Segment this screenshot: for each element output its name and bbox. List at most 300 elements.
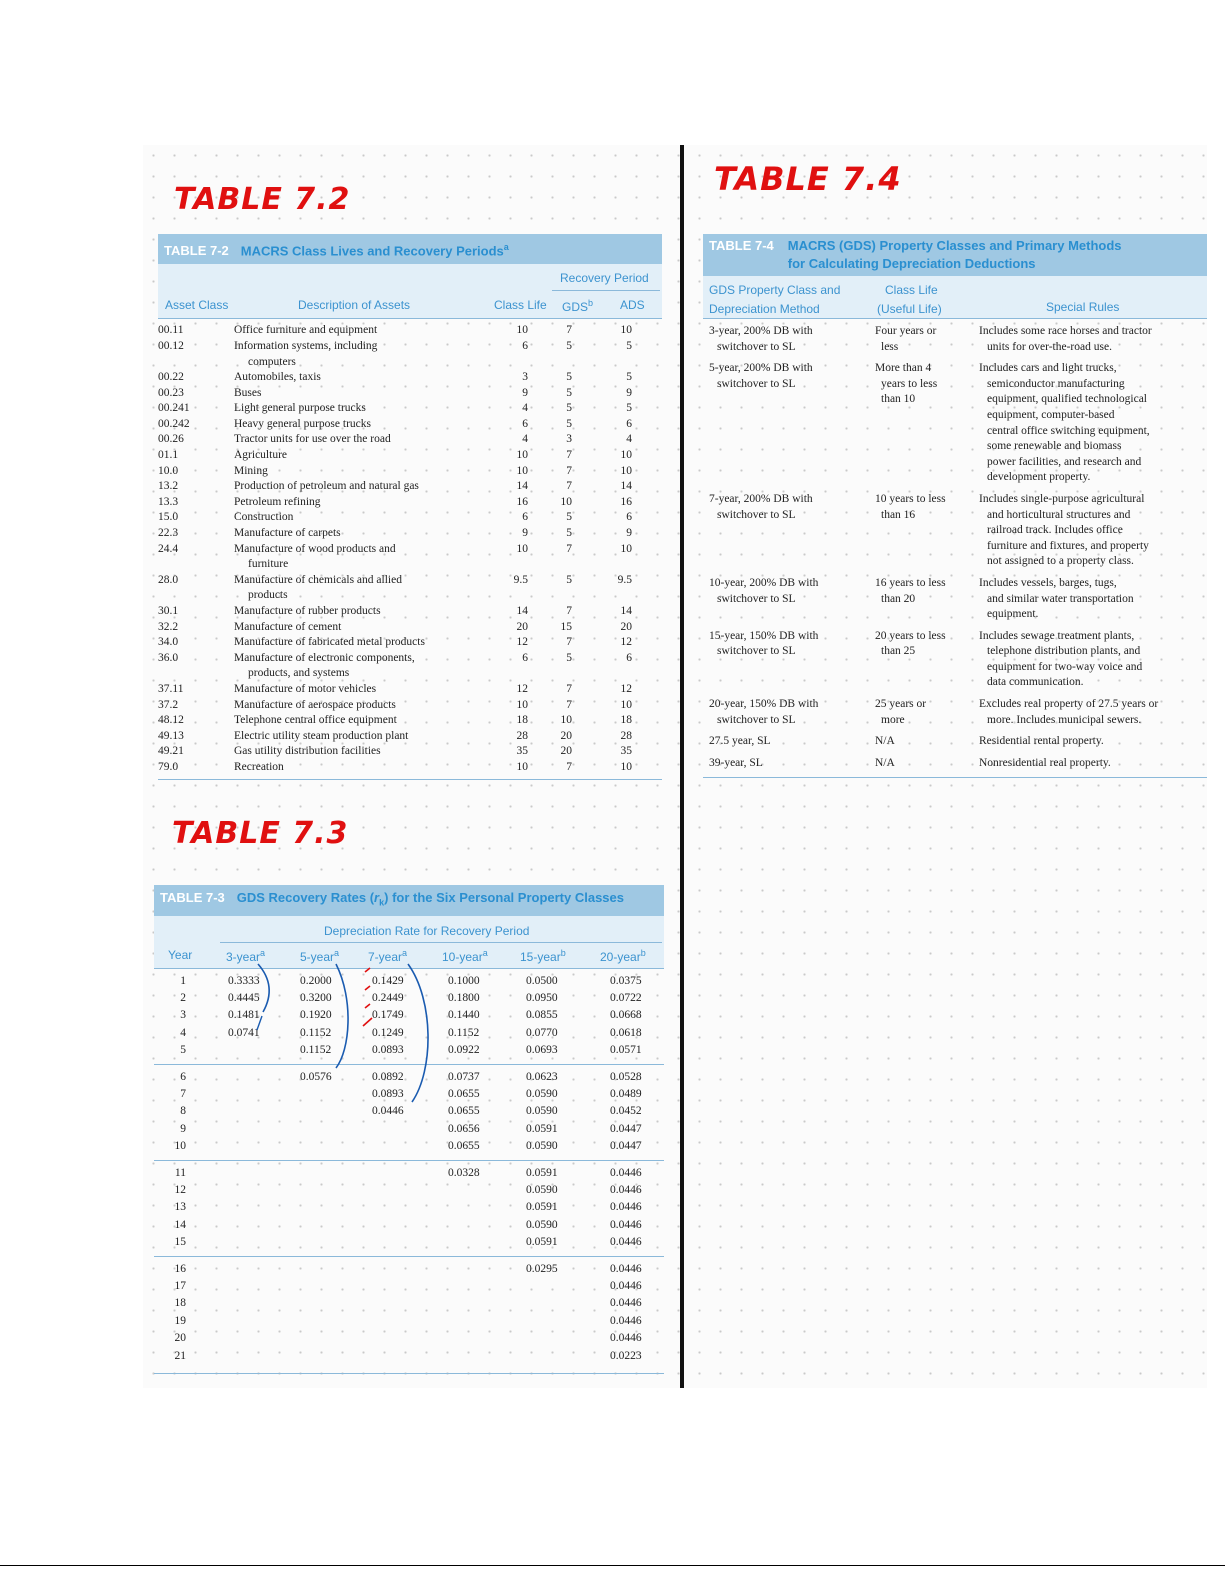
rate-cell: 0.0295 xyxy=(526,1262,558,1275)
rule-line: units for over-the-road use. xyxy=(987,340,1112,353)
rate-cell: 0.0446 xyxy=(610,1183,642,1196)
year-cell: 17 xyxy=(174,1279,186,1292)
description-text: Automobiles, taxis xyxy=(234,371,321,384)
table-7-2-column-header xyxy=(158,264,662,318)
col-sup: a xyxy=(334,947,340,958)
rate-cell: 0.0893 xyxy=(372,1044,404,1057)
rate-cell: 0.0655 xyxy=(448,1140,480,1153)
description-text: Mining xyxy=(234,464,268,477)
rate-cell: 0.0770 xyxy=(526,1026,558,1039)
table-7-4-header-row xyxy=(709,237,1201,273)
method-cell xyxy=(703,492,875,570)
rate-cell: 0.0576 xyxy=(300,1070,332,1083)
rate-cell: 0.0452 xyxy=(610,1105,642,1118)
description-text: Electric utility steam production plant xyxy=(234,729,409,742)
special-rules-cell xyxy=(979,492,1207,570)
rate-cell: 0.0447 xyxy=(610,1140,642,1153)
year-group xyxy=(154,1064,664,1160)
col-class-life xyxy=(877,281,942,319)
rate-cell: 0.0500 xyxy=(526,974,558,987)
rule-line: data communication. xyxy=(987,676,1084,689)
table-row xyxy=(158,604,662,620)
description-cell xyxy=(234,573,484,604)
class-life-cell: 9 xyxy=(522,386,528,399)
table-row xyxy=(703,734,1207,750)
method-line: switchover to SL xyxy=(717,340,796,353)
col-3-year xyxy=(226,948,265,964)
rule-line: more. Includes municipal sewers. xyxy=(987,713,1142,726)
method-cell xyxy=(703,629,875,691)
rate-cell: 0.1440 xyxy=(448,1009,480,1022)
description-cell xyxy=(234,682,484,698)
asset-class-cell: 48.12 xyxy=(158,714,184,727)
description-text: Construction xyxy=(234,511,294,524)
table-7-2-title: MACRS Class Lives and Recovery Periods xyxy=(240,243,504,259)
rate-cell: 0.0741 xyxy=(228,1026,260,1039)
gds-cell: 5 xyxy=(566,417,572,430)
depreciation-rate-label: Depreciation Rate for Recovery Period xyxy=(324,923,530,938)
table-row xyxy=(703,576,1207,623)
rate-cell: 0.1152 xyxy=(300,1044,332,1057)
life-line: Four years or xyxy=(875,325,937,337)
method-cell xyxy=(703,697,875,728)
asset-class-cell: 00.241 xyxy=(158,402,190,415)
ads-cell: 14 xyxy=(620,605,632,618)
col-label: 20-year xyxy=(600,949,641,964)
table-7-4-body xyxy=(703,324,1207,771)
rate-cell: 0.0655 xyxy=(448,1105,480,1118)
asset-class-cell: 00.242 xyxy=(158,417,190,430)
rate-cell: 0.0922 xyxy=(448,1044,480,1057)
gds-cell: 5 xyxy=(566,511,572,524)
gds-cell: 15 xyxy=(560,620,572,633)
rate-cell: 0.0656 xyxy=(448,1122,480,1135)
col-gds xyxy=(562,298,593,314)
rate-cell: 0.0591 xyxy=(526,1201,558,1214)
table-row xyxy=(158,573,662,604)
table-7-4-column-header xyxy=(703,276,1207,318)
col-sup: b xyxy=(560,947,566,958)
class-life-cell: 14 xyxy=(516,480,528,493)
gds-cell: 5 xyxy=(566,573,572,586)
recovery-period-label: Recovery Period xyxy=(560,271,649,286)
table-row xyxy=(158,339,662,370)
description-text: Manufacture of aerospace products xyxy=(234,698,396,711)
table-7-3-title-k: k xyxy=(379,897,385,908)
description-text: Gas utility distribution facilities xyxy=(234,745,381,758)
handwritten-title-7-2: TABLE 7.2 xyxy=(174,182,351,217)
rate-cell: 0.1800 xyxy=(448,991,480,1004)
description-cell xyxy=(234,729,484,745)
method-cell xyxy=(703,324,875,355)
gds-cell: 7 xyxy=(566,636,572,649)
rate-cell: 0.0590 xyxy=(526,1105,558,1118)
asset-class-cell: 49.21 xyxy=(158,745,184,758)
asset-class-cell: 49.13 xyxy=(158,729,184,742)
method-line: 10-year, 200% DB with xyxy=(709,576,819,589)
ads-cell: 12 xyxy=(620,682,632,695)
table-row xyxy=(158,323,662,339)
method-line: switchover to SL xyxy=(717,377,796,390)
gds-cell: 7 xyxy=(566,464,572,477)
rate-cell: 0.0893 xyxy=(372,1087,404,1100)
rate-cell: 0.0655 xyxy=(448,1087,480,1100)
method-line: 27.5 year, SL xyxy=(709,735,771,748)
year-cell: 1 xyxy=(180,974,186,987)
table-7-4 xyxy=(703,234,1207,778)
rule-line: railroad track. Includes office xyxy=(987,524,1123,537)
rate-cell: 0.3200 xyxy=(300,991,332,1004)
life-line: than 16 xyxy=(881,508,916,521)
col-label: 5-year xyxy=(300,949,335,964)
rate-cell: 0.0855 xyxy=(526,1009,558,1022)
rule-line: Nonresidential real property. xyxy=(979,756,1111,769)
table-row xyxy=(158,744,662,760)
special-rules-cell xyxy=(979,361,1207,486)
col-20-year xyxy=(600,948,646,964)
description-continuation: computers xyxy=(248,355,296,368)
class-life-cell: 16 xyxy=(516,495,528,508)
gds-cell: 7 xyxy=(566,542,572,555)
asset-class-cell: 00.11 xyxy=(158,324,184,337)
table-7-4-number: TABLE 7-4 xyxy=(709,238,774,253)
rule-line: Includes some race horses and tractor xyxy=(979,325,1152,337)
asset-class-cell: 34.0 xyxy=(158,636,179,649)
description-cell xyxy=(234,432,484,448)
group-rule xyxy=(552,290,660,291)
table-7-2-number: TABLE 7-2 xyxy=(164,243,229,259)
class-life-cell: 9 xyxy=(522,527,528,540)
table-row xyxy=(158,526,662,542)
year-cell: 16 xyxy=(174,1262,186,1275)
method-line: 5-year, 200% DB with xyxy=(709,362,813,375)
gds-cell: 20 xyxy=(560,729,572,742)
table-row xyxy=(158,386,662,402)
rule-line: equipment, qualified technological xyxy=(987,393,1147,406)
table-7-4-title-line1: MACRS (GDS) Property Classes and Primary Methods xyxy=(787,238,1122,253)
year-cell: 6 xyxy=(180,1070,186,1083)
handwritten-title-7-3: TABLE 7.3 xyxy=(172,816,349,851)
rate-cell: 0.0446 xyxy=(610,1279,642,1292)
asset-class-cell: 13.2 xyxy=(158,480,179,493)
ads-cell: 6 xyxy=(626,651,632,664)
life-line: less xyxy=(881,340,899,353)
class-life-cell xyxy=(875,324,979,355)
life-line: N/A xyxy=(875,735,895,748)
col-sup: a xyxy=(402,947,408,958)
year-cell: 11 xyxy=(174,1166,186,1179)
life-line: than 20 xyxy=(881,592,916,605)
rule-line: telephone distribution plants, and xyxy=(987,645,1141,658)
ads-cell: 12 xyxy=(620,636,632,649)
class-life-cell: 28 xyxy=(516,729,528,742)
ads-cell: 6 xyxy=(626,417,632,430)
gds-cell: 7 xyxy=(566,449,572,462)
class-life-cell xyxy=(875,629,979,691)
rule-line: Includes single-purpose agricultural xyxy=(979,492,1145,505)
special-rules-cell xyxy=(979,324,1207,355)
description-cell xyxy=(234,401,484,417)
description-cell xyxy=(234,386,484,402)
rate-cell: 0.1000 xyxy=(448,974,480,987)
class-life-cell: 6 xyxy=(522,651,528,664)
rate-cell: 0.0737 xyxy=(448,1070,480,1083)
table-7-4-header xyxy=(703,234,1207,276)
description-text: Manufacture of wood products and xyxy=(234,542,396,555)
gds-cell: 10 xyxy=(560,495,572,508)
life-line: N/A xyxy=(875,756,895,769)
asset-class-cell: 00.23 xyxy=(158,386,184,399)
life-line: than 10 xyxy=(881,393,916,406)
rule-line: Includes cars and light trucks, xyxy=(979,362,1117,375)
class-life-cell: 10 xyxy=(516,449,528,462)
year-cell: 13 xyxy=(174,1201,186,1214)
gds-cell: 5 xyxy=(566,402,572,415)
description-cell xyxy=(234,604,484,620)
description-cell xyxy=(234,542,484,573)
class-life-cell: 6 xyxy=(522,339,528,352)
ads-cell: 10 xyxy=(620,449,632,462)
rule-line: semiconductor manufacturing xyxy=(987,377,1125,390)
class-life-cell: 9.5 xyxy=(513,573,528,586)
rate-cell: 0.4445 xyxy=(228,991,260,1004)
col-15-year xyxy=(520,948,566,964)
class-life-cell xyxy=(875,697,979,728)
asset-class-cell: 30.1 xyxy=(158,605,179,618)
table-7-3-number: TABLE 7-3 xyxy=(160,890,225,905)
rule-line: Residential rental property. xyxy=(979,735,1104,748)
year-cell: 4 xyxy=(180,1026,186,1039)
asset-class-cell: 37.11 xyxy=(158,682,184,695)
description-cell xyxy=(234,479,484,495)
ads-cell: 18 xyxy=(620,714,632,727)
ads-cell: 9 xyxy=(626,386,632,399)
ads-cell: 4 xyxy=(626,433,632,446)
asset-class-cell: 79.0 xyxy=(158,760,179,773)
table-row xyxy=(158,495,662,511)
gds-cell: 20 xyxy=(560,745,572,758)
asset-class-cell: 24.4 xyxy=(158,542,179,555)
year-cell: 19 xyxy=(174,1314,186,1327)
table-row xyxy=(158,370,662,386)
class-life-cell xyxy=(875,492,979,570)
col-year: Year xyxy=(168,947,193,962)
table-row xyxy=(703,324,1207,355)
rule-line: Includes vessels, barges, tugs, xyxy=(979,576,1117,589)
class-life-cell: 20 xyxy=(516,620,528,633)
col-asset-class: Asset Class xyxy=(165,298,229,313)
asset-class-cell: 15.0 xyxy=(158,511,179,524)
ads-cell: 5 xyxy=(626,339,632,352)
table-row xyxy=(158,620,662,636)
rate-cell: 0.2000 xyxy=(300,974,332,987)
year-cell: 21 xyxy=(174,1349,186,1362)
life-line: than 25 xyxy=(881,645,916,658)
description-cell xyxy=(234,339,484,370)
col-gds-sup: b xyxy=(588,298,594,309)
rule-line: and similar water transportation xyxy=(987,592,1134,605)
description-text: Information systems, including xyxy=(234,339,378,352)
asset-class-cell: 37.2 xyxy=(158,698,179,711)
ads-cell: 9 xyxy=(626,527,632,540)
rate-cell: 0.0328 xyxy=(448,1166,480,1179)
col-label: 7-year xyxy=(368,949,403,964)
gds-cell: 5 xyxy=(566,339,572,352)
rate-cell: 0.0590 xyxy=(526,1183,558,1196)
rule-line: and horticultural structures and xyxy=(987,508,1131,521)
rule-line: some renewable and biomass xyxy=(987,440,1122,453)
description-text: Manufacture of motor vehicles xyxy=(234,682,377,695)
gds-cell: 7 xyxy=(566,698,572,711)
gds-cell: 3 xyxy=(566,433,572,446)
rate-cell: 0.0375 xyxy=(610,974,642,987)
asset-class-cell: 01.1 xyxy=(158,449,179,462)
table-7-3-header xyxy=(154,885,664,916)
table-row xyxy=(158,464,662,480)
gds-cell: 10 xyxy=(560,714,572,727)
table-row xyxy=(158,417,662,433)
table-row xyxy=(158,510,662,526)
year-group xyxy=(154,969,664,1064)
gds-cell: 7 xyxy=(566,682,572,695)
rate-cell: 0.0571 xyxy=(610,1044,642,1057)
col-class-life-line2: (Useful Life) xyxy=(877,302,942,316)
class-life-cell: 6 xyxy=(522,417,528,430)
ads-cell: 14 xyxy=(620,480,632,493)
ads-cell: 10 xyxy=(620,760,632,773)
table-row xyxy=(703,697,1207,728)
class-life-cell: 10 xyxy=(516,760,528,773)
life-line: more xyxy=(881,713,905,726)
table-7-3-column-header xyxy=(154,916,664,968)
ads-cell: 5 xyxy=(626,402,632,415)
rate-cell: 0.0591 xyxy=(526,1236,558,1249)
rate-cell: 0.0446 xyxy=(610,1201,642,1214)
rule-line: furniture and fixtures, and property xyxy=(987,539,1149,552)
gds-cell: 5 xyxy=(566,527,572,540)
method-line: 39-year, SL xyxy=(709,756,763,769)
class-life-cell: 10 xyxy=(516,542,528,555)
rule-line: equipment for two-way voice and xyxy=(987,660,1143,673)
table-row xyxy=(703,492,1207,570)
page-bottom-rule xyxy=(0,1565,1225,1566)
rate-cell: 0.1152 xyxy=(448,1026,480,1039)
description-cell xyxy=(234,370,484,386)
rule-line: Excludes real property of 27.5 years or xyxy=(979,698,1159,711)
rate-cell: 0.0668 xyxy=(610,1009,642,1022)
ads-cell: 10 xyxy=(620,464,632,477)
life-line: More than 4 xyxy=(875,362,932,375)
description-cell xyxy=(234,651,484,682)
method-cell xyxy=(703,576,875,623)
description-cell xyxy=(234,495,484,511)
rate-cell: 0.0590 xyxy=(526,1140,558,1153)
description-cell xyxy=(234,323,484,339)
method-line: switchover to SL xyxy=(717,713,796,726)
rule-line: Includes sewage treatment plants, xyxy=(979,629,1135,642)
description-text: Light general purpose trucks xyxy=(234,402,366,415)
rate-cell: 0.0446 xyxy=(372,1105,404,1118)
gds-cell: 5 xyxy=(566,371,572,384)
rule-line: development property. xyxy=(987,471,1091,484)
description-text: Petroleum refining xyxy=(234,495,321,508)
table-row xyxy=(703,361,1207,486)
description-cell xyxy=(234,744,484,760)
class-life-cell xyxy=(875,576,979,623)
class-life-cell: 4 xyxy=(522,402,528,415)
description-cell xyxy=(234,448,484,464)
col-method-line1: GDS Property Class and xyxy=(709,283,841,297)
col-label: 15-year xyxy=(520,949,561,964)
description-continuation: products, and systems xyxy=(248,667,350,680)
ads-cell: 10 xyxy=(620,698,632,711)
rate-cell: 0.0950 xyxy=(526,991,558,1004)
life-line: 20 years to less xyxy=(875,629,946,642)
method-line: 20-year, 150% DB with xyxy=(709,698,819,711)
method-line: 7-year, 200% DB with xyxy=(709,492,813,505)
description-text: Manufacture of fabricated metal products xyxy=(234,636,425,649)
description-cell xyxy=(234,464,484,480)
description-text: Buses xyxy=(234,386,262,399)
rate-cell: 0.0446 xyxy=(610,1218,642,1231)
page-divider xyxy=(680,145,684,1388)
class-life-cell: 4 xyxy=(522,433,528,446)
rate-cell: 0.1481 xyxy=(228,1009,260,1022)
rate-cell: 0.1920 xyxy=(300,1009,332,1022)
asset-class-cell: 13.3 xyxy=(158,495,179,508)
table-row xyxy=(158,760,662,776)
col-description: Description of Assets xyxy=(298,298,411,313)
table-row xyxy=(158,635,662,651)
rate-cell: 0.0446 xyxy=(610,1236,642,1249)
rate-cell: 0.1249 xyxy=(372,1026,404,1039)
method-line: 15-year, 150% DB with xyxy=(709,629,819,642)
col-5-year xyxy=(300,948,339,964)
ads-cell: 5 xyxy=(626,371,632,384)
table-row xyxy=(158,432,662,448)
life-line: 10 years to less xyxy=(875,492,946,505)
rule-line: equipment, computer-based xyxy=(987,408,1115,421)
rate-cell: 0.1749 xyxy=(372,1009,404,1022)
special-rules-cell xyxy=(979,697,1207,728)
description-cell xyxy=(234,417,484,433)
asset-class-cell: 36.0 xyxy=(158,651,179,664)
year-cell: 18 xyxy=(174,1297,186,1310)
col-method-line2: Depreciation Method xyxy=(709,302,820,316)
rule-line: not assigned to a property class. xyxy=(987,555,1134,568)
life-line: years to less xyxy=(881,377,938,390)
class-life-cell: 18 xyxy=(516,714,528,727)
rate-cell: 0.0446 xyxy=(610,1332,642,1345)
table-7-3-body xyxy=(154,969,664,1369)
description-text: Office furniture and equipment xyxy=(234,324,378,337)
rule-line: equipment. xyxy=(987,608,1039,621)
description-cell xyxy=(234,620,484,636)
rate-cell: 0.0489 xyxy=(610,1087,642,1100)
year-cell: 14 xyxy=(174,1218,186,1231)
table-row xyxy=(158,682,662,698)
rate-cell: 0.0446 xyxy=(610,1262,642,1275)
handwritten-title-7-4: TABLE 7.4 xyxy=(714,160,902,198)
table-7-3 xyxy=(154,885,664,1374)
life-line: 16 years to less xyxy=(875,576,946,589)
rate-cell: 0.0693 xyxy=(526,1044,558,1057)
description-text: Heavy general purpose trucks xyxy=(234,417,371,430)
rate-cell: 0.0722 xyxy=(610,991,642,1004)
table-row xyxy=(158,698,662,714)
col-class-life: Class Life xyxy=(494,298,547,313)
rate-cell: 0.0590 xyxy=(526,1218,558,1231)
